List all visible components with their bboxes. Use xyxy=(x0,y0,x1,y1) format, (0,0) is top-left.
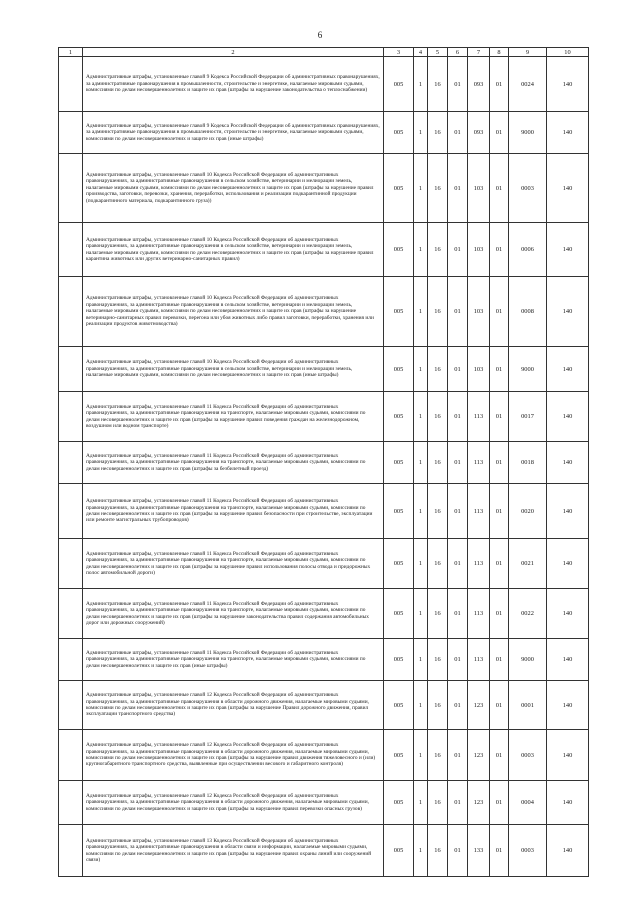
code-cell-c7: 123 xyxy=(468,781,490,825)
table-row xyxy=(59,347,589,392)
code-cell-c4: 1 xyxy=(414,825,428,877)
table-row xyxy=(59,589,589,639)
code-cell-c5: 16 xyxy=(428,347,448,392)
code-cell-c3: 005 xyxy=(384,347,414,392)
code-cell-c6: 01 xyxy=(448,781,468,825)
code-cell-c8: 01 xyxy=(490,112,509,154)
table-row xyxy=(59,392,589,442)
code-cell-c9: 0004 xyxy=(509,781,547,825)
code-cell-c9: 0022 xyxy=(509,589,547,639)
code-cell-c8: 01 xyxy=(490,639,509,681)
row-index-cell xyxy=(59,277,83,347)
table-row xyxy=(59,681,589,730)
code-cell-c8: 01 xyxy=(490,277,509,347)
code-cell-c9: 0017 xyxy=(509,392,547,442)
code-cell-c8: 01 xyxy=(490,730,509,781)
header-row xyxy=(59,48,589,57)
code-cell-c4: 1 xyxy=(414,57,428,112)
revenue-description-cell: Административные штрафы, установленные главой 11 Кодекса Российской Федерации об административных правонарушениях, за административные правонарушения на транспорте, налагаемые мировыми судьями, комиссиями по делам несовершеннолетних и защите их прав (штрафы за нарушение правил использования полосы отвода и придорожных полос автомобильной дороги) xyxy=(83,539,384,589)
code-cell-c3: 005 xyxy=(384,639,414,681)
code-cell-c7: 113 xyxy=(468,392,490,442)
header-cell: 4 xyxy=(414,48,428,57)
code-cell-c3: 005 xyxy=(384,539,414,589)
code-cell-c3: 005 xyxy=(384,781,414,825)
revenue-description-cell: Административные штрафы, установленные главой 12 Кодекса Российской Федерации об административных правонарушениях, за административные правонарушения в области дорожного движения, налагаемые мировыми судьями, комиссиями по делам несовершеннолетних и защите их прав (штрафы за нарушение правил движения тяжеловесного и (или) крупногабаритного транспортного средства, выявленные при осуществлении весового и габаритного контроля) xyxy=(83,730,384,781)
code-cell-c5: 16 xyxy=(428,154,448,223)
row-index-cell xyxy=(59,825,83,877)
code-cell-c3: 005 xyxy=(384,589,414,639)
code-cell-c10: 140 xyxy=(547,539,589,589)
code-cell-c10: 140 xyxy=(547,223,589,277)
header-cell: 6 xyxy=(448,48,468,57)
code-cell-c6: 01 xyxy=(448,112,468,154)
code-cell-c7: 113 xyxy=(468,484,490,539)
row-index-cell xyxy=(59,442,83,484)
header-cell: 10 xyxy=(547,48,589,57)
code-cell-c9: 9000 xyxy=(509,112,547,154)
code-cell-c6: 01 xyxy=(448,681,468,730)
header-cell: 5 xyxy=(428,48,448,57)
code-cell-c8: 01 xyxy=(490,223,509,277)
code-cell-c6: 01 xyxy=(448,484,468,539)
code-cell-c6: 01 xyxy=(448,392,468,442)
code-cell-c4: 1 xyxy=(414,277,428,347)
table-row xyxy=(59,112,589,154)
code-cell-c9: 0001 xyxy=(509,681,547,730)
code-cell-c6: 01 xyxy=(448,442,468,484)
row-index-cell xyxy=(59,223,83,277)
row-index-cell xyxy=(59,781,83,825)
code-cell-c7: 103 xyxy=(468,347,490,392)
code-cell-c5: 16 xyxy=(428,277,448,347)
code-cell-c7: 103 xyxy=(468,154,490,223)
code-cell-c6: 01 xyxy=(448,347,468,392)
code-cell-c6: 01 xyxy=(448,589,468,639)
code-cell-c7: 093 xyxy=(468,57,490,112)
row-index-cell xyxy=(59,539,83,589)
code-cell-c7: 123 xyxy=(468,681,490,730)
revenue-description-cell: Административные штрафы, установленные главой 10 Кодекса Российской Федерации об административных правонарушениях, за административные правонарушения в сельском хозяйстве, ветеринарии и мелиорации земель, налагаемые мировыми судьями, комиссиями по делам несовершеннолетних и защите их прав (штрафы за нарушение правил карантина животных или других ветеринарно-санитарных правил) xyxy=(83,223,384,277)
code-cell-c9: 0008 xyxy=(509,277,547,347)
code-cell-c3: 005 xyxy=(384,730,414,781)
code-cell-c7: 133 xyxy=(468,825,490,877)
code-cell-c3: 005 xyxy=(384,442,414,484)
row-index-cell xyxy=(59,347,83,392)
header-cell: 8 xyxy=(490,48,509,57)
page-number: 6 xyxy=(317,30,323,40)
code-cell-c4: 1 xyxy=(414,112,428,154)
table-row xyxy=(59,484,589,539)
table-row xyxy=(59,154,589,223)
code-cell-c10: 140 xyxy=(547,442,589,484)
revenue-description-cell: Административные штрафы, установленные главой 11 Кодекса Российской Федерации об административных правонарушениях, за административные правонарушения на транспорте, налагаемые мировыми судьями, комиссиями по делам несовершеннолетних и защите их прав (штрафы за нарушение законодательства правил содержания автомобильных дорог или дорожных сооружений) xyxy=(83,589,384,639)
code-cell-c4: 1 xyxy=(414,484,428,539)
row-index-cell xyxy=(59,57,83,112)
code-cell-c7: 113 xyxy=(468,589,490,639)
code-cell-c8: 01 xyxy=(490,539,509,589)
code-cell-c8: 01 xyxy=(490,681,509,730)
code-cell-c4: 1 xyxy=(414,392,428,442)
code-cell-c8: 01 xyxy=(490,347,509,392)
revenue-description-cell: Административные штрафы, установленные главой 10 Кодекса Российской Федерации об административных правонарушениях, за административные правонарушения в сельском хозяйстве, ветеринарии и мелиорации земель, налагаемые мировыми судьями, комиссиями по делам несовершеннолетних и защите их прав (штрафы за нарушение правил производства, заготовки, перевозки, хранения, переработки, использования и реализации подкарантинной продукции (подкарантинного материала, подкарантинного груза)) xyxy=(83,154,384,223)
code-cell-c8: 01 xyxy=(490,825,509,877)
row-index-cell xyxy=(59,639,83,681)
code-cell-c4: 1 xyxy=(414,781,428,825)
code-cell-c10: 140 xyxy=(547,730,589,781)
code-cell-c5: 16 xyxy=(428,781,448,825)
revenue-description-cell: Административные штрафы, установленные главой 9 Кодекса Российской Федерации об административных правонарушениях, за административные правонарушения в промышленности, строительстве и энергетике, налагаемые мировыми судьями, комиссиями по делам несовершеннолетних и защите их прав (иные штрафы) xyxy=(83,112,384,154)
code-cell-c9: 0003 xyxy=(509,825,547,877)
code-cell-c5: 16 xyxy=(428,223,448,277)
code-cell-c4: 1 xyxy=(414,681,428,730)
code-cell-c4: 1 xyxy=(414,589,428,639)
header-cell: 9 xyxy=(509,48,547,57)
code-cell-c4: 1 xyxy=(414,730,428,781)
row-index-cell xyxy=(59,154,83,223)
code-cell-c6: 01 xyxy=(448,277,468,347)
table-row xyxy=(59,781,589,825)
revenue-description-cell: Административные штрафы, установленные главой 13 Кодекса Российской Федерации об административных правонарушениях, за административные правонарушения в области связи и информации, налагаемые мировыми судьями, комиссиями по делам несовершеннолетних и защите их прав (штрафы за нарушение правил охраны линий или сооружений связи) xyxy=(83,825,384,877)
code-cell-c10: 140 xyxy=(547,484,589,539)
table-row xyxy=(59,639,589,681)
code-cell-c4: 1 xyxy=(414,154,428,223)
code-cell-c4: 1 xyxy=(414,223,428,277)
table-row xyxy=(59,825,589,877)
code-cell-c10: 140 xyxy=(547,639,589,681)
code-cell-c6: 01 xyxy=(448,223,468,277)
code-cell-c8: 01 xyxy=(490,57,509,112)
code-cell-c7: 113 xyxy=(468,539,490,589)
row-index-cell xyxy=(59,112,83,154)
header-cell: 1 xyxy=(59,48,83,57)
code-cell-c9: 0006 xyxy=(509,223,547,277)
code-cell-c7: 123 xyxy=(468,730,490,781)
code-cell-c5: 16 xyxy=(428,639,448,681)
code-cell-c8: 01 xyxy=(490,589,509,639)
revenue-description-cell: Административные штрафы, установленные главой 11 Кодекса Российской Федерации об административных правонарушениях, за административные правонарушения на транспорте, налагаемые мировыми судьями, комиссиями по делам несовершеннолетних и защите их прав (штрафы за нарушение правил безопасности при строительстве, эксплуатации или ремонте магистральных трубопроводов) xyxy=(83,484,384,539)
code-cell-c7: 093 xyxy=(468,112,490,154)
code-cell-c9: 0003 xyxy=(509,154,547,223)
table-row xyxy=(59,730,589,781)
row-index-cell xyxy=(59,392,83,442)
code-cell-c5: 16 xyxy=(428,392,448,442)
header-cell: 7 xyxy=(468,48,490,57)
code-cell-c4: 1 xyxy=(414,539,428,589)
code-cell-c4: 1 xyxy=(414,347,428,392)
code-cell-c9: 0003 xyxy=(509,730,547,781)
code-cell-c5: 16 xyxy=(428,681,448,730)
header-cell: 2 xyxy=(83,48,384,57)
table-row xyxy=(59,57,589,112)
code-cell-c6: 01 xyxy=(448,57,468,112)
code-cell-c3: 005 xyxy=(384,681,414,730)
code-cell-c6: 01 xyxy=(448,730,468,781)
row-index-cell xyxy=(59,730,83,781)
row-index-cell xyxy=(59,484,83,539)
budget-codes-table xyxy=(58,47,589,877)
code-cell-c3: 005 xyxy=(384,223,414,277)
code-cell-c9: 0020 xyxy=(509,484,547,539)
code-cell-c9: 9000 xyxy=(509,347,547,392)
revenue-description-cell: Административные штрафы, установленные главой 10 Кодекса Российской Федерации об административных правонарушениях, за административные правонарушения в сельском хозяйстве, ветеринарии и мелиорации земель, налагаемые мировыми судьями, комиссиями по делам несовершеннолетних и защите их прав (иные штрафы) xyxy=(83,347,384,392)
code-cell-c9: 0021 xyxy=(509,539,547,589)
code-cell-c10: 140 xyxy=(547,154,589,223)
code-cell-c5: 16 xyxy=(428,57,448,112)
code-cell-c6: 01 xyxy=(448,154,468,223)
code-cell-c10: 140 xyxy=(547,277,589,347)
revenue-description-cell: Административные штрафы, установленные главой 10 Кодекса Российской Федерации об административных правонарушениях, за административные правонарушения в сельском хозяйстве, ветеринарии и мелиорации земель, налагаемые мировыми судьями, комиссиями по делам несовершеннолетних и защите их прав (штрафы за нарушение ветеринарно-санитарных правил перевозки, перегона или убоя животных либо правил заготовки, переработки, хранения или реализации продуктов животноводства) xyxy=(83,277,384,347)
code-cell-c4: 1 xyxy=(414,639,428,681)
code-cell-c3: 005 xyxy=(384,57,414,112)
code-cell-c7: 103 xyxy=(468,277,490,347)
code-cell-c10: 140 xyxy=(547,392,589,442)
code-cell-c10: 140 xyxy=(547,112,589,154)
code-cell-c8: 01 xyxy=(490,154,509,223)
code-cell-c3: 005 xyxy=(384,277,414,347)
code-cell-c8: 01 xyxy=(490,781,509,825)
code-cell-c8: 01 xyxy=(490,442,509,484)
code-cell-c10: 140 xyxy=(547,57,589,112)
code-cell-c7: 113 xyxy=(468,442,490,484)
table-row xyxy=(59,442,589,484)
code-cell-c5: 16 xyxy=(428,589,448,639)
code-cell-c3: 005 xyxy=(384,392,414,442)
revenue-description-cell: Административные штрафы, установленные главой 11 Кодекса Российской Федерации об административных правонарушениях, за административные правонарушения на транспорте, налагаемые мировыми судьями, комиссиями по делам несовершеннолетних и защите их прав (иные штрафы) xyxy=(83,639,384,681)
code-cell-c8: 01 xyxy=(490,484,509,539)
code-cell-c10: 140 xyxy=(547,347,589,392)
code-cell-c5: 16 xyxy=(428,484,448,539)
code-cell-c3: 005 xyxy=(384,154,414,223)
code-cell-c10: 140 xyxy=(547,681,589,730)
code-cell-c4: 1 xyxy=(414,442,428,484)
header-cell: 3 xyxy=(384,48,414,57)
row-index-cell xyxy=(59,681,83,730)
code-cell-c5: 16 xyxy=(428,112,448,154)
code-cell-c10: 140 xyxy=(547,825,589,877)
table-row xyxy=(59,223,589,277)
code-cell-c6: 01 xyxy=(448,539,468,589)
revenue-description-cell: Административные штрафы, установленные главой 11 Кодекса Российской Федерации об административных правонарушениях, за административные правонарушения на транспорте, налагаемые мировыми судьями, комиссиями по делам несовершеннолетних и защите их прав (штрафы за нарушение правил поведения граждан на железнодорожном, воздушном или водном транспорте) xyxy=(83,392,384,442)
code-cell-c6: 01 xyxy=(448,639,468,681)
code-cell-c10: 140 xyxy=(547,781,589,825)
revenue-description-cell: Административные штрафы, установленные главой 12 Кодекса Российской Федерации об административных правонарушениях, за административные правонарушения в области дорожного движения, налагаемые мировыми судьями, комиссиями по делам несовершеннолетних и защите их прав (штрафы за нарушение Правил дорожного движения, правил эксплуатации транспортного средства) xyxy=(83,681,384,730)
table-row xyxy=(59,277,589,347)
revenue-description-cell: Административные штрафы, установленные главой 9 Кодекса Российской Федерации об административных правонарушениях, за административные правонарушения в промышленности, строительстве и энергетике, налагаемые мировыми судьями, комиссиями по делам несовершеннолетних и защите их прав (штрафы за нарушение законодательства о теплоснабжении) xyxy=(83,57,384,112)
code-cell-c9: 0024 xyxy=(509,57,547,112)
code-cell-c9: 0018 xyxy=(509,442,547,484)
code-cell-c3: 005 xyxy=(384,484,414,539)
code-cell-c7: 113 xyxy=(468,639,490,681)
code-cell-c5: 16 xyxy=(428,442,448,484)
revenue-description-cell: Административные штрафы, установленные главой 12 Кодекса Российской Федерации об административных правонарушениях, за административные правонарушения в области дорожного движения, налагаемые мировыми судьями, комиссиями по делам несовершеннолетних и защите их прав (штрафы за нарушение правил перевозки опасных грузов) xyxy=(83,781,384,825)
revenue-description-cell: Административные штрафы, установленные главой 11 Кодекса Российской Федерации об административных правонарушениях, за административные правонарушения на транспорте, налагаемые мировыми судьями, комиссиями по делам несовершеннолетних и защите их прав (штрафы за безбилетный проезд) xyxy=(83,442,384,484)
code-cell-c3: 005 xyxy=(384,825,414,877)
row-index-cell xyxy=(59,589,83,639)
table-row xyxy=(59,539,589,589)
code-cell-c3: 005 xyxy=(384,112,414,154)
code-cell-c9: 9000 xyxy=(509,639,547,681)
code-cell-c8: 01 xyxy=(490,392,509,442)
code-cell-c6: 01 xyxy=(448,825,468,877)
code-cell-c5: 16 xyxy=(428,539,448,589)
code-cell-c10: 140 xyxy=(547,589,589,639)
code-cell-c7: 103 xyxy=(468,223,490,277)
code-cell-c5: 16 xyxy=(428,730,448,781)
code-cell-c5: 16 xyxy=(428,825,448,877)
